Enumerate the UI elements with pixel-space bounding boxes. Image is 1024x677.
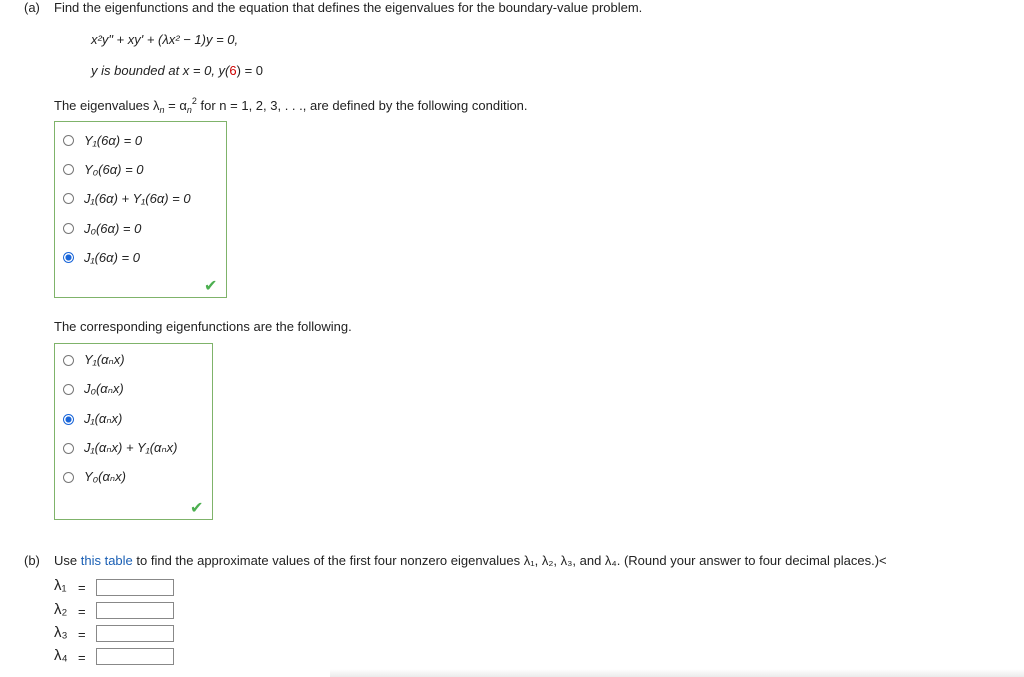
equals-sign: = (78, 627, 86, 642)
eigenvalue-sentence: The eigenvalues $\lambda_n = \alpha_n^2$ for n = 1, 2, 3, . . ., are defined by the following condition. (54, 96, 528, 115)
condition-option[interactable] (63, 162, 144, 177)
lambda4-input[interactable] (96, 648, 174, 665)
eigen-suffix: for n = 1, 2, 3, . . ., are defined by the following condition. (196, 98, 528, 113)
lambda4-label: λ₄ (54, 647, 68, 664)
eigenfunction-option[interactable] (63, 352, 125, 368)
radio-button[interactable] (63, 384, 74, 395)
radio-button[interactable] (63, 223, 74, 234)
radio-button-selected[interactable] (63, 252, 74, 263)
lambda2-label: λ₂ (54, 601, 68, 618)
part-a-prompt: Find the eigenfunctions and the equation that defines the eigenvalues for the boundary-value problem. (54, 0, 643, 15)
boundary-suffix: ) = 0 (236, 63, 263, 78)
radio-button[interactable] (63, 135, 74, 146)
condition-option-label: J₀(6α) = 0 (84, 221, 142, 236)
condition-option-label: J₁(6α) = 0 (84, 250, 140, 265)
part-b-prompt (54, 553, 887, 568)
eigen-middle: = α (164, 98, 187, 113)
part-b-label: (b) (24, 553, 40, 568)
lambda3-label: λ₃ (54, 624, 68, 641)
boundary-condition (91, 63, 263, 78)
check-icon: ✔ (204, 278, 218, 295)
lambda2-input[interactable] (96, 602, 174, 619)
radio-button-selected[interactable] (63, 414, 74, 425)
check-icon: ✔ (190, 500, 204, 517)
boundary-value: 6 (229, 63, 237, 78)
radio-button[interactable] (63, 443, 74, 454)
part-a-label: (a) (24, 0, 40, 15)
condition-option-label: Y₁(6α) = 0 (84, 133, 143, 148)
eigenfunction-option[interactable] (63, 381, 124, 397)
condition-option-label: J₁(6α) + Y₁(6α) = 0 (84, 191, 191, 206)
radio-button[interactable] (63, 193, 74, 204)
eigenfunction-option-label: J₀(αₙx) (84, 381, 124, 396)
equals-sign: = (78, 604, 86, 619)
condition-option[interactable] (63, 250, 140, 265)
eigenfunction-option[interactable] (63, 469, 126, 485)
eigenfunction-option-label: J₁(αₙx) + Y₁(αₙx) (84, 440, 178, 455)
equals-sign: = (78, 580, 86, 595)
eigenfunction-option-label: Y₀(αₙx) (84, 469, 126, 484)
part-b-prompt-suffix: to find the approximate values of the first four nonzero eigenvalues λ₁, λ₂, λ₃, and λ₄. (Round your answer to four decimal places.)< (132, 553, 887, 568)
eigenfunction-option[interactable] (63, 411, 122, 427)
lambda1-input[interactable] (96, 579, 174, 596)
condition-option-label: Y₀(6α) = 0 (84, 162, 144, 177)
lambda3-input[interactable] (96, 625, 174, 642)
eigenfunction-option-label: Y₁(αₙx) (84, 352, 125, 367)
boundary-prefix: y is bounded at x = 0, y( (91, 63, 230, 78)
eigenfunction-options-box (54, 343, 213, 520)
bottom-shadow (330, 669, 1024, 677)
condition-option[interactable] (63, 191, 191, 206)
differential-equation: x²y" + xy' + (λx² − 1)y = 0, (91, 32, 239, 47)
equals-sign: = (78, 650, 86, 665)
eigenfunction-option[interactable] (63, 440, 177, 456)
eigenfunction-sentence: The corresponding eigenfunctions are the following. (54, 319, 352, 334)
condition-option[interactable] (63, 133, 142, 148)
radio-button[interactable] (63, 164, 74, 175)
radio-button[interactable] (63, 355, 74, 366)
radio-button[interactable] (63, 472, 74, 483)
eigenfunction-option-label: J₁(αₙx) (84, 411, 123, 426)
part-b-prompt-prefix: Use (54, 553, 81, 568)
lambda1-label: λ₁ (54, 577, 67, 594)
condition-option[interactable] (63, 221, 141, 236)
eigen-prefix: The eigenvalues λ (54, 98, 160, 113)
table-link[interactable]: this table (80, 553, 133, 568)
